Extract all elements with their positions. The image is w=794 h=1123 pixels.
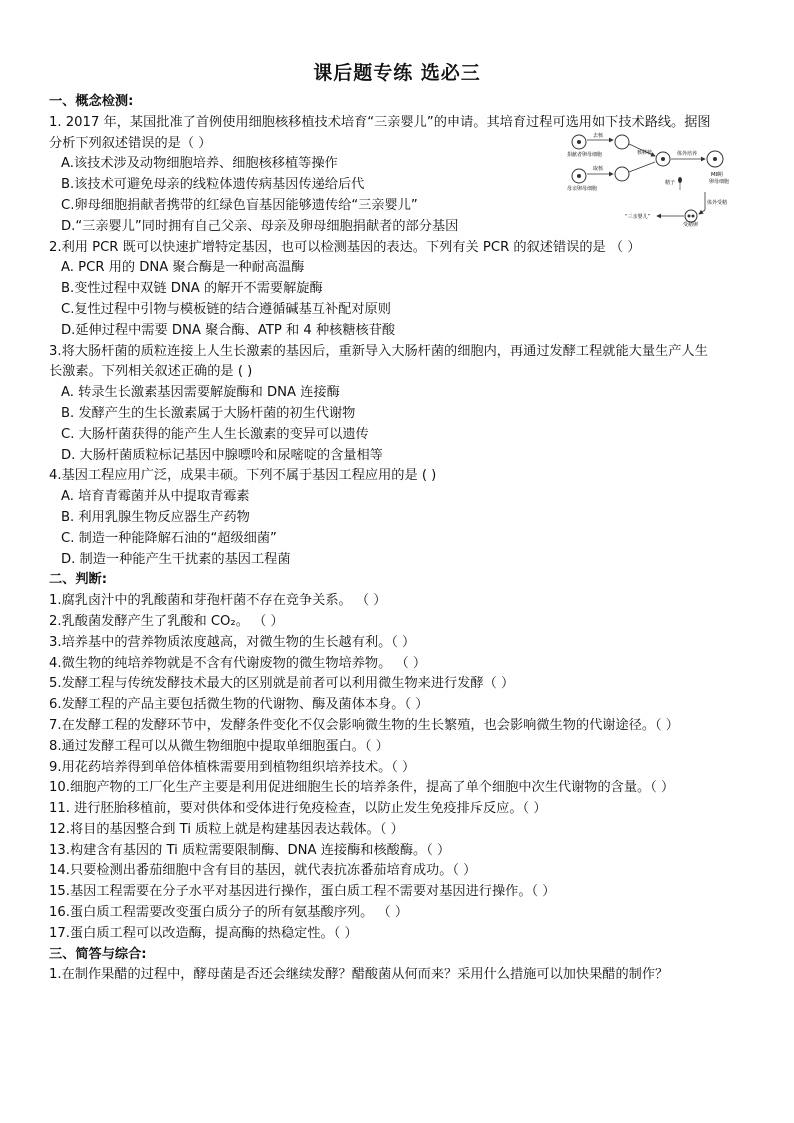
judgement-item: 14.只要检测出番茄细胞中含有目的基因，就代表抗冻番茄培育成功。（ ）	[49, 863, 477, 879]
judgement-item: 12.将目的基因整合到 Ti 质粒上就是构建基因表达载体。（ ）	[49, 821, 404, 837]
question-stem-line: 2.利用 PCR 既可以快速扩增特定基因，也可以检测基因的表达。下列有关 PCR 的叙述错误的是 （ ）	[49, 239, 641, 255]
option-b: B.变性过程中双链 DNA 的解开不需要解旋酶	[61, 281, 323, 297]
option-a: A. PCR 用的 DNA 聚合酶是一种耐高温酶	[61, 260, 305, 276]
option-b: B. 发酵产生的生长激素属于大肠杆菌的初生代谢物	[61, 405, 356, 421]
fig-label-take-nucleus: 取核	[593, 166, 604, 172]
enucleated-oocyte-icon	[615, 135, 629, 149]
option-d: D. 制造一种能产生干扰素的基因工程菌	[61, 551, 291, 567]
fig-label-baby: “三亲婴儿”	[625, 214, 651, 220]
judgement-item: 10.细胞产物的工厂化生产主要是利用促进细胞生长的培养条件，提高了单个细胞中次生代谢物的含量。（ ）	[49, 780, 675, 796]
fig-label-sperm: 精子	[665, 180, 676, 186]
fig-label-ivf: 体外受精	[707, 200, 728, 206]
judgement-item: 5.发酵工程与传统发酵技术最大的区别就是前者可以利用微生物来进行发酵（ ）	[49, 676, 515, 692]
judgement-item: 16.蛋白质工程需要改变蛋白质分子的所有氨基酸序列。 （ ）	[49, 905, 409, 921]
option-d: D.延伸过程中需要 DNA 聚合酶、ATP 和 4 种核糖核苷酸	[61, 322, 396, 338]
question-4	[49, 466, 761, 570]
judgement-item: 4.微生物的纯培养物就是不含有代谢废物的微生物培养物。 （ ）	[49, 655, 427, 671]
judgement-item: 11. 进行胚胎移植前，要对供体和受体进行免疫检查，以防止发生免疫排斥反应。（ ）	[49, 801, 547, 817]
option-a: A.该技术涉及动物细胞培养、细胞核移植等操作	[61, 156, 338, 172]
option-d: D. 大肠杆菌质粒标记基因中腺嘌呤和尿嘧啶的含量相等	[61, 447, 383, 463]
fig-label-mother: 母亲卵母细胞	[567, 186, 598, 192]
fig-label-mii: MⅡ期	[711, 172, 723, 178]
judgement-item: 3.培养基中的营养物质浓度越高，对微生物的生长越有利。（ ）	[49, 634, 416, 650]
option-a: A. 转录生长激素基因需要解旋酶和 DNA 连接酶	[61, 385, 340, 401]
judgement-item: 6.发酵工程的产品主要包括微生物的代谢物、酶及菌体本身。（ ）	[49, 697, 429, 713]
section-heading-concepts: 一、概念检测:	[49, 94, 134, 109]
question-stem-line: 3.将大肠杆菌的质粒连接上人生长激素的基因后，重新导入大肠杆菌的细胞内，再通过发酵工程就能大量生产人生	[49, 343, 708, 359]
section-heading-short-answer: 三、简答与综合:	[49, 946, 147, 962]
judgement-item: 1.腐乳卤汁中的乳酸菌和芽孢杆菌不存在竞争关系。 （ ）	[49, 593, 387, 609]
section-heading-judgement: 二、判断:	[49, 572, 108, 588]
judgement-item: 8.通过发酵工程可以从微生物细胞中提取单细胞蛋白。（ ）	[49, 738, 389, 754]
three-parent-baby-diagram	[565, 132, 745, 227]
option-c: C.卵母细胞捐献者携带的红绿色盲基因能够遗传给“三亲婴儿”	[61, 197, 418, 213]
fig-label-remove-nucleus: 去核	[593, 133, 604, 139]
judgement-item: 9.用花药培养得到单倍体植株需要用到植物组织培养技术。（ ）	[49, 759, 416, 775]
judgement-item: 17.蛋白质工程可以改造酶，提高酶的热稳定性。（ ）	[49, 925, 358, 941]
fig-label-zygote: 受精卵	[683, 222, 699, 227]
sperm-icon	[678, 177, 682, 183]
option-c: C. 大肠杆菌获得的能产生人生长激素的变异可以遗传	[61, 426, 369, 442]
judgement-item: 7.在发酵工程的发酵环节中，发酵条件变化不仅会影响微生物的生长繁殖，也会影响微生物的代谢途径。（ ）	[49, 717, 679, 733]
page-title: 课后题专练 选必三	[313, 62, 481, 84]
question-3	[49, 342, 761, 467]
short-answer-question: 1.在制作果醋的过程中，酵母菌是否还会继续发酵？醋酸菌从何而来？采用什么措施可以加快果醋的制作？	[49, 967, 669, 983]
question-stem-line: 分析下列叙述错误的是（ ）	[49, 135, 212, 151]
question-stem-line: 4.基因工程应用广泛，成果丰硕。下列不属于基因工程应用的是 ( )	[49, 468, 437, 484]
option-b: B.该技术可避免母亲的线粒体遗传病基因传递给后代	[61, 177, 365, 193]
fig-label-donor: 捐献者卵母细胞	[567, 152, 603, 158]
option-c: C.复性过程中引物与模板链的结合遵循碱基互补配对原则	[61, 301, 391, 317]
fig-label-culture: 体外培养	[677, 151, 698, 157]
option-d: D.“三亲婴儿”同时拥有自己父亲、母亲及卵母细胞捐献者的部分基因	[61, 218, 459, 234]
option-c: C. 制造一种能降解石油的“超级细菌”	[61, 530, 277, 546]
zygote-icon	[685, 210, 697, 222]
judgement-item: 15.基因工程需要在分子水平对基因进行操作，蛋白质工程不需要对基因进行操作。（ ）	[49, 884, 556, 900]
question-2	[49, 238, 761, 342]
fig-label-transfer: 核移植	[637, 150, 653, 156]
question-stem-line: 1. 2017 年，某国批准了首例使用细胞核移植技术培育“三亲婴儿”的申请。其培育过程可选用如下技术路线。据图	[49, 114, 711, 130]
fig-label-mii-oocyte: 卵母细胞	[709, 179, 730, 185]
judgement-item: 2.乳酸菌发酵产生了乳酸和 CO₂。 （ ）	[49, 613, 284, 629]
question-stem-line: 长激素。下列相关叙述正确的是 ( )	[49, 364, 253, 380]
judgement-item: 13.构建含有基因的 Ti 质粒需要限制酶、DNA 连接酶和核酸酶。（ ）	[49, 842, 451, 858]
option-a: A. 培育青霉菌并从中提取青霉素	[61, 489, 250, 505]
option-b: B. 利用乳腺生物反应器生产药物	[61, 509, 250, 525]
